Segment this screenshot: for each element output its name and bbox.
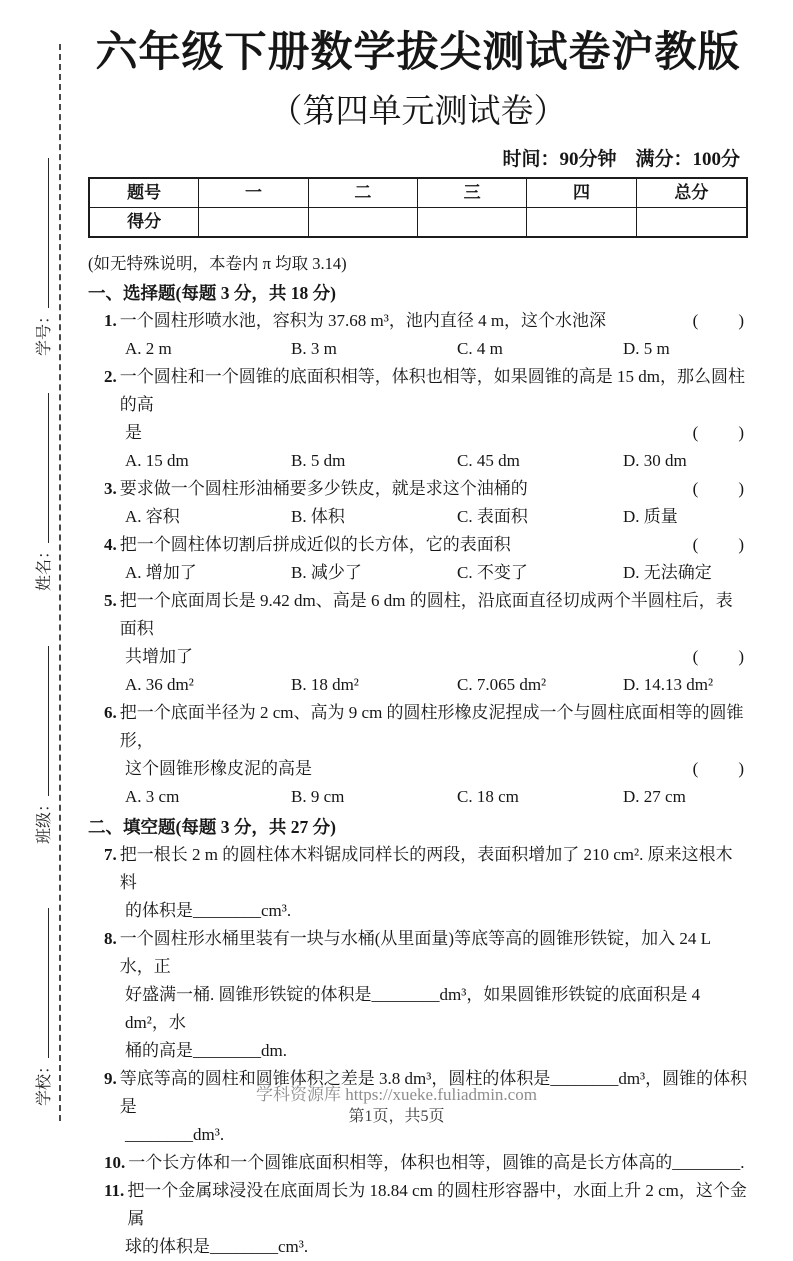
student-id-label: 学号：	[36, 307, 53, 356]
score-table-header-cell: 总分	[637, 179, 746, 208]
question-text: ________dm³.	[125, 1125, 225, 1144]
question	[88, 363, 748, 475]
student-id-blank	[31, 158, 49, 308]
score-table	[88, 177, 748, 238]
question-text: 一个长方体和一个圆锥底面积相等，体积也相等，圆锥的高是长方体高的________.	[128, 1153, 745, 1172]
class-label: 班级：	[36, 795, 53, 844]
options-row	[88, 503, 748, 531]
answer-bracket: ( )	[692, 479, 746, 498]
option: A. 15 dm	[125, 451, 189, 470]
answer-bracket: ( )	[692, 759, 746, 778]
option: C. 7.065 dm²	[457, 675, 547, 694]
question	[88, 475, 748, 531]
question-line	[88, 925, 748, 981]
page-subtitle: （第四单元测试卷）	[269, 94, 567, 130]
question-line	[88, 307, 748, 335]
student-name-field	[31, 351, 53, 591]
question-number: 3.	[104, 479, 117, 498]
option: A. 容积	[125, 507, 180, 526]
option: A. 2 m	[125, 339, 172, 358]
options-row	[88, 559, 748, 587]
student-id-field	[31, 116, 53, 356]
score-table-header-cell: 二	[309, 179, 418, 208]
question-line	[88, 475, 748, 503]
section-heading: 一、选择题(每题 3 分，共 18 分)	[88, 283, 336, 303]
option: A. 增加了	[125, 563, 197, 582]
question-text: 的体积是________cm³.	[125, 901, 292, 920]
question-text: 一个圆柱形喷水池，容积为 37.68 m³，池内直径 4 m，这个水池深	[119, 311, 607, 330]
section	[88, 279, 748, 811]
answer-bracket: ( )	[692, 311, 746, 330]
question-line	[88, 1177, 748, 1233]
question-number: 8.	[104, 929, 117, 948]
question-line	[88, 587, 748, 643]
score-cell	[309, 208, 418, 236]
question-number: 7.	[104, 845, 117, 864]
class-blank	[31, 646, 49, 796]
score-table-header-cell: 四	[527, 179, 636, 208]
question-text: 把一个圆柱体切割后拼成近似的长方体，它的表面积	[119, 535, 511, 554]
question-line	[88, 981, 748, 1037]
question-text: 把一个金属球浸没在底面周长为 18.84 cm 的圆柱形容器中，水面上升 2 cm，这个金属	[127, 1181, 747, 1228]
option: B. 9 cm	[291, 787, 345, 806]
question-line	[88, 1037, 748, 1065]
pi-note: (如无特殊说明，本卷内 π 均取 3.14)	[88, 254, 347, 273]
section-heading: 二、填空题(每题 3 分，共 27 分)	[88, 817, 336, 837]
option: D. 质量	[623, 507, 678, 526]
question-number: 10.	[104, 1153, 126, 1172]
question-text: 把一根长 2 m 的圆柱体木料锯成同样长的两段，表面积增加了 210 cm². 原来这根木料	[119, 845, 733, 892]
option: C. 4 m	[457, 339, 503, 358]
option: B. 3 m	[291, 339, 337, 358]
student-name-blank	[31, 393, 49, 543]
option: C. 18 cm	[457, 787, 519, 806]
option: B. 体积	[291, 507, 345, 526]
score-table-header-cell: 一	[199, 179, 308, 208]
question	[88, 307, 748, 363]
question-text: 球的体积是________cm³.	[125, 1237, 309, 1256]
question-number: 6.	[104, 703, 117, 722]
score-cell	[637, 208, 746, 236]
options-row	[88, 671, 748, 699]
question	[88, 531, 748, 587]
options-row	[88, 783, 748, 811]
question-line	[88, 1233, 748, 1261]
page-title: 六年级下册数学拔尖测试卷沪教版	[95, 30, 741, 76]
question-text: 把一个底面半径为 2 cm、高为 9 cm 的圆柱形橡皮泥捏成一个与圆柱底面相等的圆锥形，	[119, 703, 744, 750]
page-number: 第1页，共5页	[348, 1108, 445, 1125]
question-number: 1.	[104, 311, 117, 330]
option: B. 减少了	[291, 563, 362, 582]
time-score-meta: 时间：90分钟 满分：100分	[502, 149, 740, 170]
question-number: 9.	[104, 1069, 117, 1088]
score-table-header-cell: 题号	[90, 179, 199, 208]
option: D. 27 cm	[623, 787, 686, 806]
question-line	[88, 897, 748, 925]
question-line	[88, 1149, 748, 1177]
question	[88, 841, 748, 925]
paper-content	[88, 26, 748, 1261]
option: C. 不变了	[457, 563, 528, 582]
answer-bracket: ( )	[692, 423, 746, 442]
question-number: 11.	[104, 1181, 125, 1200]
question-line	[88, 363, 748, 419]
option: C. 表面积	[457, 507, 528, 526]
section	[88, 813, 748, 1261]
question-text: 一个圆柱和一个圆锥的底面积相等，体积也相等，如果圆锥的高是 15 dm，那么圆柱的高	[119, 367, 745, 414]
score-table-header-cell: 三	[418, 179, 527, 208]
question-text: 好盛满一桶. 圆锥形铁锭的体积是________dm³，如果圆锥形铁锭的底面积是 4 dm²，水	[125, 985, 701, 1032]
options-row	[88, 335, 748, 363]
option: A. 36 dm²	[125, 675, 194, 694]
question-text: 桶的高是________dm.	[125, 1041, 287, 1060]
question-line	[88, 419, 748, 447]
question	[88, 699, 748, 811]
score-cell	[199, 208, 308, 236]
question-text: 共增加了	[125, 647, 193, 666]
school-label: 学校：	[36, 1057, 53, 1106]
question-text: 是	[125, 423, 142, 442]
answer-bracket: ( )	[692, 535, 746, 554]
question-line	[88, 531, 748, 559]
option: C. 45 dm	[457, 451, 520, 470]
school-blank	[31, 908, 49, 1058]
class-field	[31, 604, 53, 844]
score-cell	[527, 208, 636, 236]
question-text: 一个圆柱形水桶里装有一块与水桶(从里面量)等底等高的圆锥形铁锭，加入 24 L 水，正	[119, 929, 711, 976]
score-row-label: 得分	[90, 208, 199, 236]
question-line	[88, 841, 748, 897]
school-field	[31, 866, 53, 1106]
source-watermark: 学科资源库 https://xueke.fuliadmin.com	[256, 1085, 537, 1104]
question	[88, 925, 748, 1065]
question	[88, 1149, 748, 1177]
binding-dashed-line	[59, 44, 61, 1121]
option: D. 5 m	[623, 339, 670, 358]
question-number: 5.	[104, 591, 117, 610]
question-line	[88, 643, 748, 671]
question-number: 4.	[104, 535, 117, 554]
options-row	[88, 447, 748, 475]
question-number: 2.	[104, 367, 117, 386]
score-cell	[418, 208, 527, 236]
option: A. 3 cm	[125, 787, 180, 806]
option: B. 5 dm	[291, 451, 346, 470]
student-name-label: 姓名：	[36, 542, 53, 591]
question-text: 等底等高的圆柱和圆锥体积之差是 3.8 dm³，圆柱的体积是________dm³，圆锥的体积是	[119, 1069, 748, 1116]
question	[88, 1177, 748, 1261]
option: D. 无法确定	[623, 563, 712, 582]
question-line	[88, 755, 748, 783]
question-line	[88, 699, 748, 755]
option: B. 18 dm²	[291, 675, 359, 694]
answer-bracket: ( )	[692, 647, 746, 666]
question-text: 把一个底面周长是 9.42 dm、高是 6 dm 的圆柱，沿底面直径切成两个半圆柱后，表面积	[119, 591, 733, 638]
question	[88, 587, 748, 699]
question-text: 要求做一个圆柱形油桶要多少铁皮，就是求这个油桶的	[119, 479, 528, 498]
question-text: 这个圆锥形橡皮泥的高是	[125, 759, 312, 778]
option: D. 14.13 dm²	[623, 675, 714, 694]
option: D. 30 dm	[623, 451, 687, 470]
